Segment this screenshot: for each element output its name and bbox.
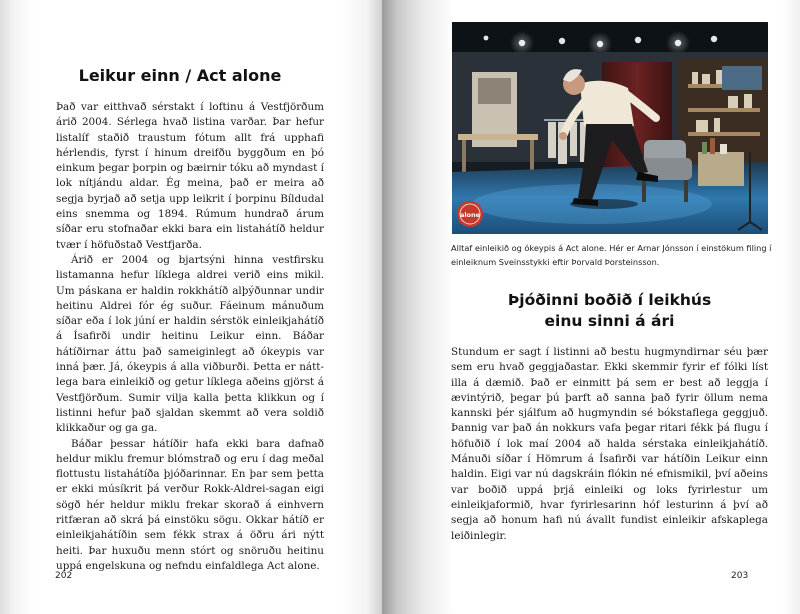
left-paragraph-2: Árið er 2004 og bjartsýni hinna vestfirsku listamanna hefur líklega aldrei verið eins mikil. Um páskana er haldin rokkhátíð alþýðunnar undir heitinu Aldrei fór ég suður. Fáeinum mánuðum síðar eða í lok júní er haldin sérstök einleikjahátíð á Ísafirði undir heitinu Leikur einn. Báðar hátíðirnar áttu það sameiginlegt að ókeypis var inná þær. Já, ókeypis á alla viðburði. Þetta er náttlega bara einleikið og getur líklega aðeins gjörst á Vestfjörðum. Sumir vilja kalla þetta klikkun og í listinni hefur það sjaldan skemmt að vera soldið klikkaður og ga ga. xyxy=(56,253,324,435)
left-paragraph-3: Báðar þessar hátíðir hafa ekki bara dafnað heldur miklu fremur blómstrað og eru í dag meðal flottustu listahátíða þjóðarinnar. En þar sem þetta er ekki músíkrit þá verður Rokk-Aldrei-sagan eigi sögð hér heldur miklu frekar skorað á einhvern ritfæran að skrá þá einstöku sögu. Okkar hátíð er einleikjahátíðin sem fékk strax á öðru ári nýtt heiti. Þar huxuðu menn stórt og snöruðu heitinu uppá engelskuna og nefndu einfaldlega Act alone. xyxy=(56,437,324,572)
right-paragraph-1: Stundum er sagt í listinni að bestu hugmyndirnar séu þær sem eru hvað geggjaðastar. Ekki skemmir fyrir ef fólki líst illa á dæmið. Það er einmitt þá sem er best að leggja í ævintýrið, þegar þú þarft að sanna það fyrir öllum nema kannski þér sjálfum að hugmyndin sé bókstaflega geggjuð. Þannig var það án nokkurs vafa þegar ritari fékk þá flugu í höfuðið í lok maí 2004 að halda sérstaka einleikjahátíð. Mánuði síðar í Hömrum á Ísafirði var hátíðin Leikur einn haldin. Eigi var nú dagskráin flókin né efnismikil, því aðeins var boðið uppá þrjá einleiki og loks fyrirlestur um einleikjaformið, hvar fyrirlesarinn hóf lesturinn á því að segja að honum hafi nú ávallt fundist einleikir afskaplega leiðinlegir. xyxy=(451,346,768,542)
right-page-body xyxy=(451,345,768,544)
act-alone-logo-badge xyxy=(457,201,483,227)
right-page-heading xyxy=(451,290,768,332)
photo-caption: Alltaf einleikið og ókeypis á Act alone. Hér er Arnar Jónsson í einstökum filing í einleiknum Sveinsstykki eftir Þorvald Þorsteinsson. xyxy=(451,243,772,267)
stage-photo xyxy=(452,22,768,234)
right-heading-line-1: Þjóðinni boðið í leikhús xyxy=(507,291,712,309)
right-page-number: 203 xyxy=(731,571,749,581)
left-page-heading: Leikur einn / Act alone xyxy=(78,66,282,85)
right-heading-line-2: einu sinni á ári xyxy=(544,312,675,330)
left-paragraph-1: Það var eitthvað sérstakt í loftinu á Vestfjörðum árið 2004. Sérlega hvað listina varðar. Þar hefur listalíf staðið traustum fótum allt frá upphafi hérlendis, fyrst í hinum dreifðu byggðum en þó einkum þegar þorpin og bæirnir tóku að myndast í lok nítjándu aldar. Ég meina, það er meira að segja byrjað að setja upp leikrit í þorpinu Bíldudal eins snemma og 1894. Rúmum hundrað árum síðar eru stofnaðar ekki bara ein listahátíð heldur tvær í höfuðstað Vestfjarða. xyxy=(56,101,324,251)
left-page-number: 202 xyxy=(55,571,73,581)
badge-text: alone xyxy=(459,211,481,219)
left-page-body xyxy=(56,100,324,574)
